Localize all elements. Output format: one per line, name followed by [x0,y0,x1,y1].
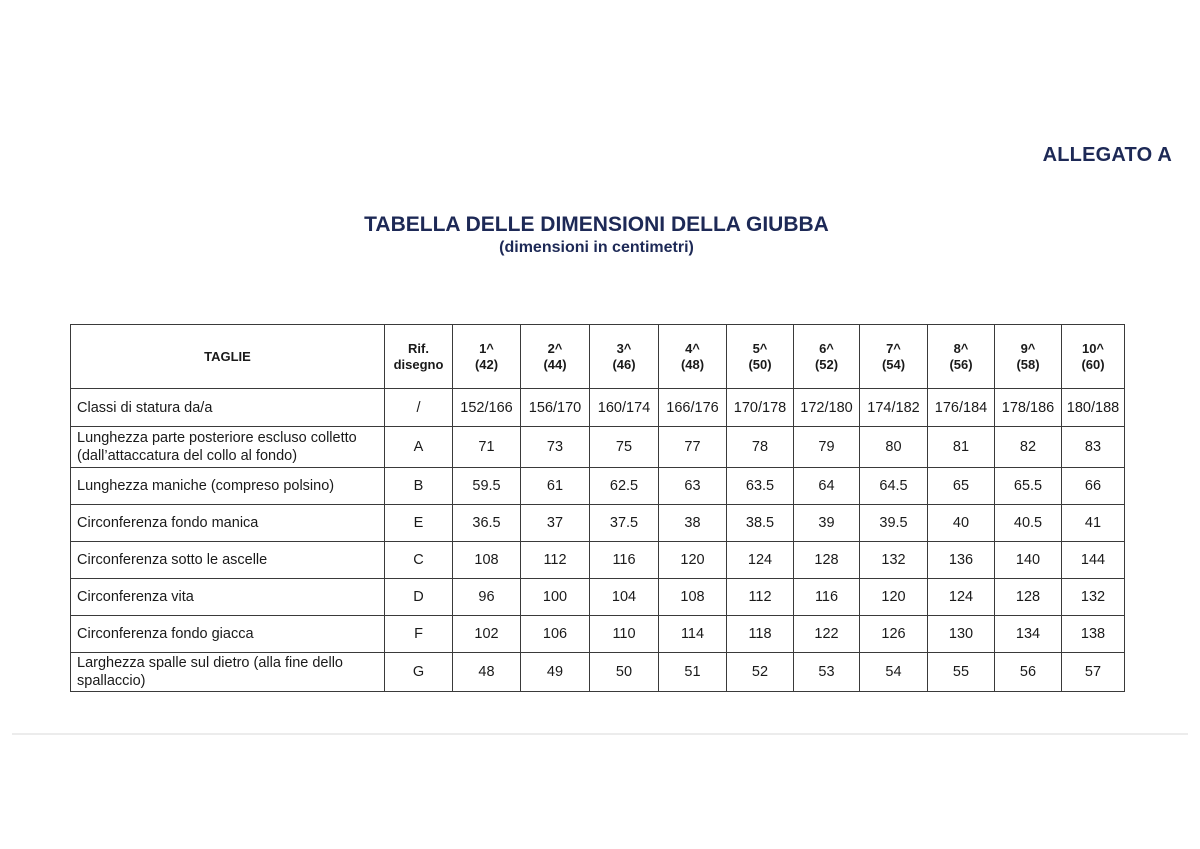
row-value: 144 [1062,542,1125,579]
row-label: Circonferenza fondo manica [71,505,385,542]
row-label: Circonferenza fondo giacca [71,616,385,653]
row-value: 116 [794,579,860,616]
row-value: 65 [928,468,995,505]
row-value: 104 [590,579,659,616]
header-size-number: 9^ [1020,340,1036,356]
row-value: 112 [521,542,590,579]
row-value: 166/176 [659,389,727,427]
row-value: 64 [794,468,860,505]
header-size-number: 2^ [547,340,563,356]
row-value: 80 [860,427,928,468]
page-title: TABELLA DELLE DIMENSIONI DELLA GIUBBA [364,213,829,236]
row-value: 38.5 [727,505,794,542]
header-size [659,325,727,389]
row-label: Lunghezza parte posteriore escluso colletto (dall’attaccatura del collo al fondo) [71,427,385,468]
header-size [1062,325,1125,389]
row-value: 78 [727,427,794,468]
row-value: 37 [521,505,590,542]
row-value: 59.5 [453,468,521,505]
row-value: 73 [521,427,590,468]
row-value: 36.5 [453,505,521,542]
row-value: 118 [727,616,794,653]
table-row [71,616,1125,653]
row-value: 81 [928,427,995,468]
row-rif: B [385,468,453,505]
row-value: 53 [794,653,860,692]
row-value: 48 [453,653,521,692]
row-label: Larghezza spalle sul dietro (alla fine dello spallaccio) [71,653,385,692]
table-row [71,653,1125,692]
header-size [727,325,794,389]
row-rif: D [385,579,453,616]
row-value: 130 [928,616,995,653]
row-value: 172/180 [794,389,860,427]
table-row [71,427,1125,468]
row-value: 176/184 [928,389,995,427]
header-size-measure: (54) [881,356,906,372]
header-size-number: 10^ [1081,340,1105,356]
row-value: 64.5 [860,468,928,505]
row-value: 112 [727,579,794,616]
row-value: 120 [860,579,928,616]
row-value: 62.5 [590,468,659,505]
row-value: 108 [453,542,521,579]
header-size-measure: (56) [949,356,973,372]
row-value: 128 [794,542,860,579]
table-header-row [71,325,1125,389]
row-value: 54 [860,653,928,692]
row-label: Circonferenza vita [71,579,385,616]
row-value: 114 [659,616,727,653]
header-size-measure: (42) [474,356,499,372]
row-rif: C [385,542,453,579]
row-value: 39 [794,505,860,542]
row-value: 120 [659,542,727,579]
header-size-number: 7^ [886,340,901,356]
row-rif: A [385,427,453,468]
row-value: 56 [995,653,1062,692]
row-value: 52 [727,653,794,692]
row-value: 61 [521,468,590,505]
row-label: Classi di statura da/a [71,389,385,427]
header-size-measure: (52) [814,356,839,372]
header-size-number: 5^ [752,340,768,356]
table-row [71,542,1125,579]
row-value: 128 [995,579,1062,616]
row-value: 38 [659,505,727,542]
header-size-measure: (48) [680,356,705,372]
row-value: 170/178 [727,389,794,427]
row-value: 126 [860,616,928,653]
row-value: 108 [659,579,727,616]
row-value: 57 [1062,653,1125,692]
table-body [71,389,1125,692]
row-value: 180/188 [1062,389,1125,427]
header-size-number: 4^ [685,340,700,356]
row-value: 82 [995,427,1062,468]
row-value: 152/166 [453,389,521,427]
table-row [71,579,1125,616]
row-label: Lunghezza maniche (compreso polsino) [71,468,385,505]
row-value: 178/186 [995,389,1062,427]
row-value: 40 [928,505,995,542]
header-size-number: 6^ [819,340,834,356]
row-value: 39.5 [860,505,928,542]
header-size [860,325,928,389]
header-rif-line2: disegno [393,356,444,372]
title-block [0,212,1193,258]
header-rif-disegno [385,325,453,389]
header-size-measure: (58) [1016,356,1040,372]
header-size [521,325,590,389]
row-value: 65.5 [995,468,1062,505]
row-value: 63 [659,468,727,505]
table-row [71,389,1125,427]
row-value: 71 [453,427,521,468]
allegato-label: ALLEGATO A [1042,144,1172,166]
row-value: 55 [928,653,995,692]
row-value: 116 [590,542,659,579]
row-value: 66 [1062,468,1125,505]
header-rif-line1: Rif. [408,340,429,356]
row-value: 132 [860,542,928,579]
row-value: 63.5 [727,468,794,505]
row-value: 140 [995,542,1062,579]
header-size-number: 1^ [479,340,494,356]
row-value: 75 [590,427,659,468]
row-rif: G [385,653,453,692]
page-divider [12,733,1188,735]
row-value: 134 [995,616,1062,653]
row-value: 79 [794,427,860,468]
row-label: Circonferenza sotto le ascelle [71,542,385,579]
row-value: 49 [521,653,590,692]
header-taglie: TAGLIE [71,325,385,389]
header-size [590,325,659,389]
row-value: 37.5 [590,505,659,542]
row-value: 50 [590,653,659,692]
row-value: 132 [1062,579,1125,616]
table-row [71,468,1125,505]
row-value: 51 [659,653,727,692]
row-value: 100 [521,579,590,616]
row-value: 77 [659,427,727,468]
row-value: 102 [453,616,521,653]
header-size-number: 8^ [953,340,969,356]
row-value: 96 [453,579,521,616]
row-value: 106 [521,616,590,653]
header-size-measure: (46) [612,356,636,372]
header-size-number: 3^ [616,340,632,356]
row-rif: / [385,389,453,427]
row-rif: E [385,505,453,542]
header-size-measure: (50) [748,356,772,372]
row-value: 40.5 [995,505,1062,542]
row-value: 138 [1062,616,1125,653]
row-value: 160/174 [590,389,659,427]
header-size [453,325,521,389]
header-size [995,325,1062,389]
row-value: 136 [928,542,995,579]
row-value: 41 [1062,505,1125,542]
row-value: 124 [727,542,794,579]
header-size [794,325,860,389]
row-value: 110 [590,616,659,653]
header-size-measure: (44) [543,356,567,372]
header-size [928,325,995,389]
page-subtitle: (dimensioni in centimetri) [499,239,694,256]
row-value: 122 [794,616,860,653]
row-value: 156/170 [521,389,590,427]
header-size-measure: (60) [1081,356,1105,372]
row-value: 124 [928,579,995,616]
table-row [71,505,1125,542]
row-value: 174/182 [860,389,928,427]
row-rif: F [385,616,453,653]
dimensions-table [70,324,1125,692]
row-value: 83 [1062,427,1125,468]
